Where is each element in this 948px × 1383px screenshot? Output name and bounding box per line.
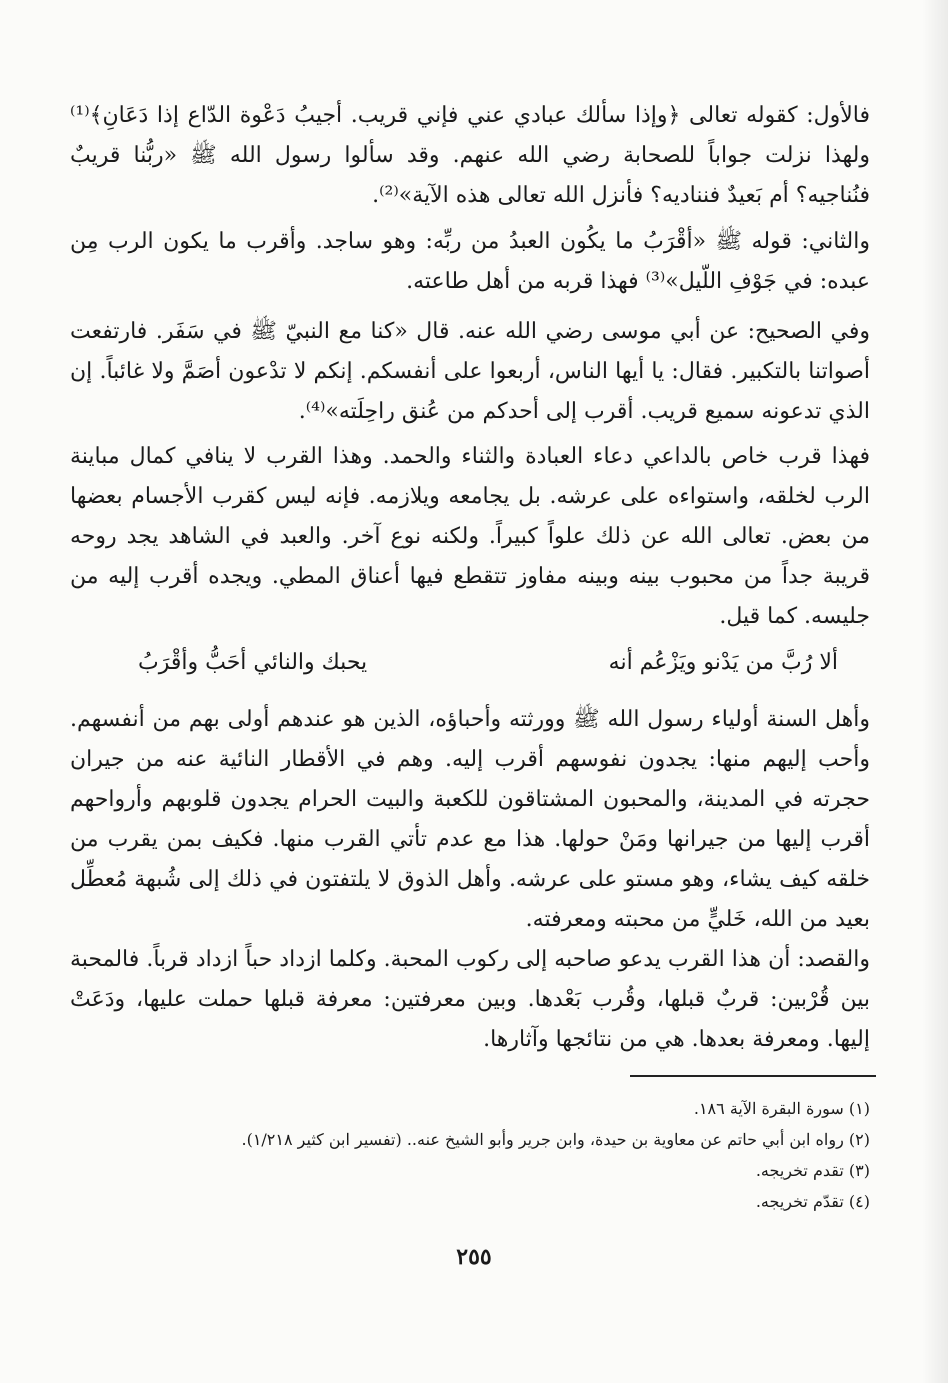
scan-shadow <box>922 0 948 1383</box>
footnote-separator <box>630 1075 876 1077</box>
paragraph-sahih-hadith <box>70 312 870 440</box>
page-number: ٢٥٥ <box>456 1244 492 1270</box>
paragraph-second-proximity <box>70 222 870 310</box>
footnote-2: (٢) رواه ابن أبي حاتم عن معاوية بن حيدة، وابن جرير وأبو الشيخ عنه.. (تفسير ابن كثير ١/٢١٨). <box>241 1130 870 1149</box>
poetry-verse <box>138 645 838 681</box>
paragraph-text: فهذا قرب خاص بالداعي دعاء العبادة والثناء والحمد. وهذا القرب لا ينافي كمال مباينة الرب لخلقه، واستواءه على عرشه. بل يجامعه ويلازمه. فإنه ليس كقرب الأجسام بعضها من بعض. تعالى الله عن ذلك علواً كبيراً. ولكنه نوع آخر. والعبد في الشاهد يجد روحه قريبة جداً من محبوب بينه وبينه مفاوز تتقطع فيها أعناق المطي. ويجده أقرب إليه من جليسه. كما قيل. <box>70 444 870 629</box>
paragraph-first-proximity <box>70 96 870 224</box>
verse-first-hemistich: ألا رُبَّ من يَدْنو ويَزْعُم أنه <box>608 650 838 675</box>
paragraph-text: وأهل السنة أولياء رسول الله ﷺ وورثته وأحباؤه، الذين هو عندهم أولى بهم من أنفسهم. وأحب إليهم منها: يجدون نفوسهم أقرب إليه. وهم في الأقطار النائية عنه من جيران حجرته في المدينة، والمحبون المشتاقون للكعبة والبيت الحرام يجدون قلوبهم وأرواحهم أقرب إليها من جيرانها ومَنْ حولها. هذا مع عدم تأتي القرب منها. فكيف بمن يقرب من خلقه كيف يشاء، وهو مستو على عرشه. وأهل الذوق لا يلتفتون في ذلك إلى شُبهة مُعطِّل بعيد من الله، خَليٍّ من محبته ومعرفته. <box>70 707 870 932</box>
paragraph-special-nearness <box>70 437 870 645</box>
paragraph-purpose <box>70 940 870 1068</box>
paragraph-text: والقصد: أن هذا القرب يدعو صاحبه إلى ركوب المحبة. وكلما ازداد حباً ازداد قرباً. فالمحبة بين قُرْبين: قربٌ قبلها، وقُرب بَعْدها. وبين معرفتين: معرفة قبلها حملت عليها، ودَعَتْ إليها. ومعرفة بعدها. هي من نتائجها وآثارها. <box>70 947 870 1052</box>
paragraph-text: فالأول: كقوله تعالى ﴿وإذا سألك عبادي عني فإني قريب. أجيبُ دَعْوة الدّاع إذا دَعَانِ﴾⁽¹⁾ ولهذا نزلت جواباً للصحابة رضي الله عنهم. وقد سألوا رسول الله ﷺ «ربُّنا قريبٌ فنُناجيه؟ أم بَعيدٌ فنناديه؟ فأنزل الله تعالى هذه الآية»⁽²⁾. <box>70 103 870 208</box>
footnote-3: (٣) تقدم تخريجه. <box>755 1161 870 1180</box>
paragraph-ahl-sunnah <box>70 700 870 948</box>
footnotes <box>70 1093 870 1217</box>
paragraph-text: والثاني: قوله ﷺ «أقْرَبُ ما يكُون العبدُ من ربِّه: وهو ساجد. وأقرب ما يكون الرب مِن عبده: في جَوْفِ اللّيل»⁽³⁾ فهذا قربه من أهل طاعته. <box>70 229 870 294</box>
verse-second-hemistich: يحبك والنائي أحَبُّ وأقْرَبُ <box>138 650 368 675</box>
footnote-1: (١) سورة البقرة الآية ١٨٦. <box>693 1099 870 1118</box>
footnote-4: (٤) تقدّم تخريجه. <box>755 1192 870 1211</box>
paragraph-text: وفي الصحيح: عن أبي موسى رضي الله عنه. قال «كنا مع النبيّ ﷺ في سَفَر. فارتفعت أصواتنا بالتكبير. فقال: يا أيها الناس، أربعوا على أنفسكم. إنكم لا تدْعون أصَمَّ ولا غائباً. إن الذي تدعونه سميع قريب. أقرب إلى أحدكم من عُنق راحِلَته»⁽⁴⁾. <box>70 319 870 424</box>
